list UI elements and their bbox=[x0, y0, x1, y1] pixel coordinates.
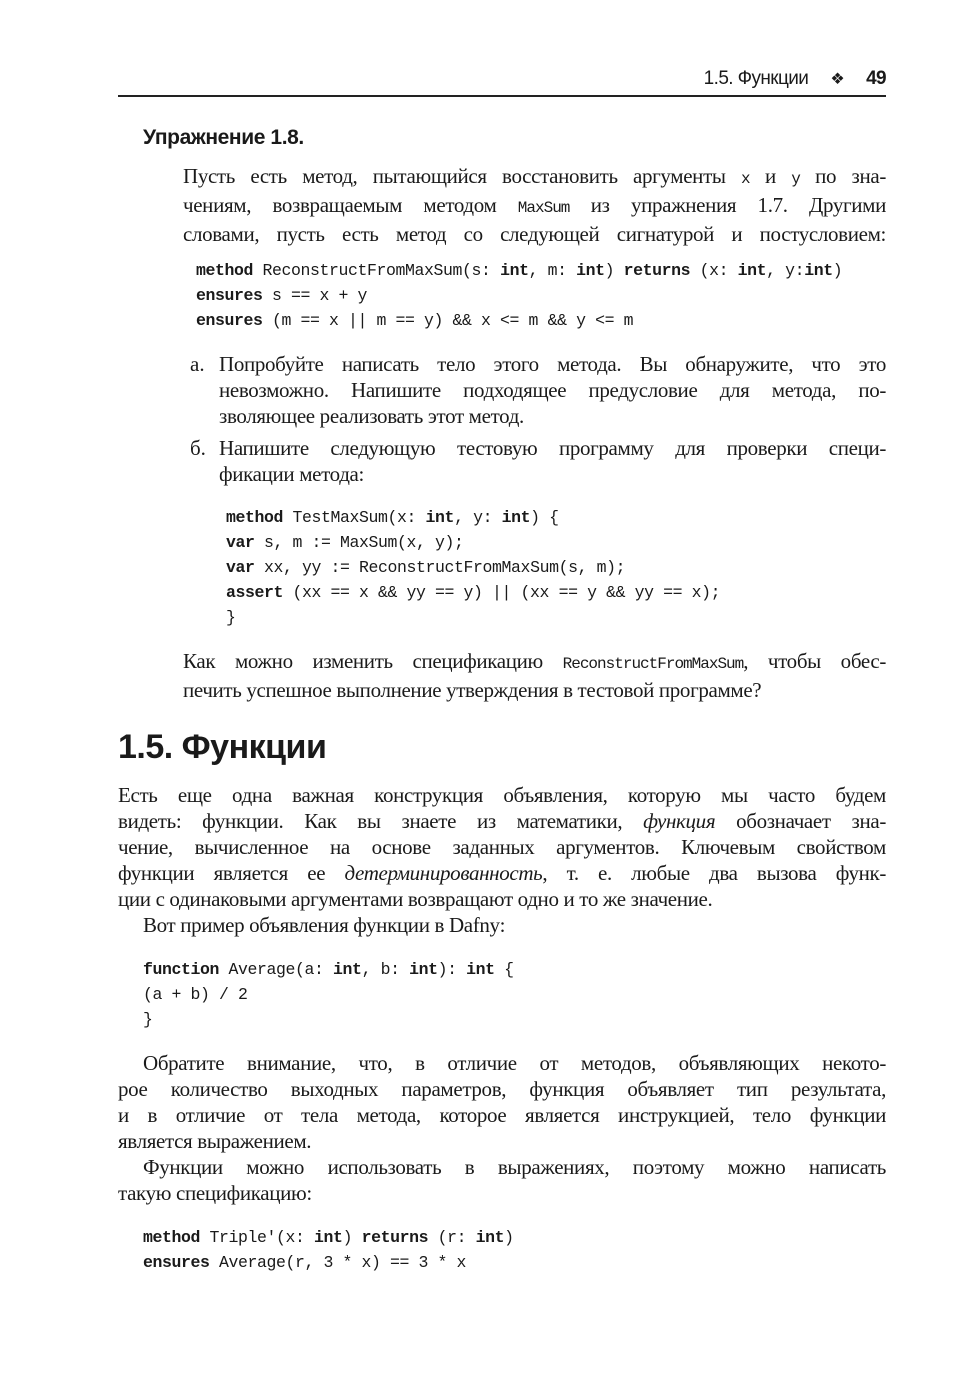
text-span: (xx == x && yy == y) || (xx == y && yy == x); bbox=[283, 583, 721, 602]
text-span: } bbox=[226, 608, 236, 627]
keyword: int bbox=[737, 261, 767, 280]
text-span: печить успешное выполнение утверждения в тестовой программе? bbox=[183, 678, 762, 702]
emphasis: функция bbox=[643, 809, 716, 833]
keyword: int bbox=[425, 508, 455, 527]
text-span: Есть еще одна важная конструкция объявления, которую мы часто будем bbox=[118, 783, 886, 807]
text-line bbox=[183, 648, 886, 677]
text-span: { bbox=[494, 960, 514, 979]
keyword: method bbox=[226, 508, 284, 527]
text-span: чение, вычисленное на основе заданных аргументов. Ключевым свойством bbox=[118, 835, 886, 859]
text-span: Average(a: bbox=[219, 960, 334, 979]
text-span: Функции можно использовать в выражениях, поэтому можно написать bbox=[143, 1155, 886, 1179]
text-span: (a + b) / 2 bbox=[143, 985, 248, 1004]
ornament-icon: ❖ bbox=[830, 71, 845, 88]
text-span: } bbox=[143, 1010, 153, 1029]
keyword: method bbox=[143, 1228, 201, 1247]
text-line bbox=[118, 886, 886, 912]
text-span: Вот пример объявления функции в Dafny: bbox=[143, 913, 506, 937]
text-line bbox=[118, 834, 886, 860]
text-span: , m: bbox=[528, 261, 577, 280]
text-line bbox=[143, 912, 886, 938]
list-marker: а. bbox=[190, 352, 205, 376]
code-line bbox=[196, 258, 842, 283]
text-span: ): bbox=[437, 960, 467, 979]
code-line bbox=[143, 1007, 514, 1032]
inline-code: x bbox=[741, 170, 750, 188]
code-line bbox=[143, 1250, 514, 1275]
text-span: функции является ее bbox=[118, 861, 345, 885]
code-block bbox=[226, 505, 720, 630]
keyword: int bbox=[804, 261, 833, 280]
text-span: невозможно. Напишите подходящее предусловие для метода, по- bbox=[219, 378, 886, 402]
text-line bbox=[219, 461, 886, 487]
text-span: Пусть есть метод, пытающийся восстановить аргументы bbox=[183, 164, 741, 188]
text-span: Average(r, 3 * x) == 3 * x bbox=[209, 1253, 467, 1272]
code-line bbox=[143, 1225, 514, 1250]
paragraph bbox=[118, 1050, 886, 1154]
text-span: Попробуйте написать тело этого метода. Вы обнаружите, что это bbox=[219, 352, 886, 376]
text-line bbox=[118, 1050, 886, 1076]
text-span: ) bbox=[504, 1228, 514, 1247]
keyword: returns bbox=[623, 261, 691, 280]
section-heading: 1.5. Функции bbox=[118, 728, 327, 766]
text-span: , y: bbox=[766, 261, 805, 280]
keyword: var bbox=[226, 533, 255, 552]
exercise-heading: Упражнение 1.8. bbox=[143, 126, 304, 149]
keyword: int bbox=[500, 261, 529, 280]
text-line bbox=[219, 377, 886, 403]
text-span: зволяющее реализовать этот метод. bbox=[219, 404, 524, 428]
text-span: (m == x || m == y) && x <= m && y <= m bbox=[262, 311, 634, 330]
text-line bbox=[183, 163, 886, 192]
header-rule bbox=[118, 95, 886, 97]
text-span: xx, yy := ReconstructFromMaxSum(s, m); bbox=[254, 558, 626, 577]
keyword: int bbox=[466, 960, 495, 979]
code-line bbox=[196, 308, 842, 333]
text-span: ции с одинаковыми аргументами возвращают одно и то же значение. bbox=[118, 887, 713, 911]
paragraph bbox=[118, 1154, 886, 1206]
code-line bbox=[226, 555, 720, 580]
text-span: , b: bbox=[361, 960, 410, 979]
code-line bbox=[143, 957, 514, 982]
exercise-question bbox=[183, 648, 886, 703]
code-line bbox=[143, 982, 514, 1007]
text-span: Triple'(x: bbox=[200, 1228, 315, 1247]
keyword: int bbox=[409, 960, 438, 979]
code-block bbox=[196, 258, 842, 333]
keyword: int bbox=[475, 1228, 505, 1247]
keyword: function bbox=[143, 960, 220, 979]
text-span: ) { bbox=[530, 508, 559, 527]
inline-code: MaxSum bbox=[517, 199, 570, 217]
text-span: TestMaxSum(x: bbox=[283, 508, 426, 527]
text-span: обозначает зна- bbox=[715, 809, 887, 833]
code-line bbox=[226, 505, 720, 530]
text-span: видеть: функции. Как вы знаете из математики, bbox=[118, 809, 644, 833]
text-span: является выражением. bbox=[118, 1129, 312, 1153]
code-block bbox=[143, 1225, 514, 1275]
keyword: int bbox=[333, 960, 362, 979]
text-span: и bbox=[749, 164, 792, 188]
text-span: Обратите внимание, что, в отличие от методов, объявляющих некото- bbox=[143, 1051, 886, 1075]
keyword: ensures bbox=[196, 286, 263, 305]
code-line bbox=[226, 530, 720, 555]
keyword: var bbox=[226, 558, 255, 577]
list-item bbox=[219, 435, 886, 487]
text-span: ) bbox=[342, 1228, 362, 1247]
keyword: assert bbox=[226, 583, 284, 602]
inline-code: y bbox=[791, 170, 800, 188]
text-line bbox=[219, 351, 886, 377]
text-span: ReconstructFromMaxSum(s: bbox=[253, 261, 501, 280]
text-span: такую спецификацию: bbox=[118, 1181, 312, 1205]
page-number: 49 bbox=[866, 68, 886, 89]
text-line bbox=[118, 1076, 886, 1102]
keyword: int bbox=[314, 1228, 343, 1247]
text-span: , т. е. любые два вызова функ- bbox=[542, 861, 886, 885]
keyword: returns bbox=[361, 1228, 429, 1247]
text-span: ) bbox=[604, 261, 624, 280]
text-line bbox=[118, 808, 886, 834]
text-span: s, m := MaxSum(x, y); bbox=[254, 533, 464, 552]
text-line bbox=[118, 1128, 886, 1154]
text-line bbox=[118, 1102, 886, 1128]
exercise-intro bbox=[183, 163, 886, 247]
text-line bbox=[118, 1180, 886, 1206]
keyword: int bbox=[501, 508, 531, 527]
code-line bbox=[226, 580, 720, 605]
keyword: ensures bbox=[143, 1253, 210, 1272]
text-span: из упражнения 1.7. Другими bbox=[569, 193, 886, 217]
text-span: словами, пусть есть метод со следующей сигнатурой и постусловием: bbox=[183, 222, 886, 246]
text-line bbox=[219, 435, 886, 461]
keyword: ensures bbox=[196, 311, 263, 330]
text-span: (r: bbox=[428, 1228, 476, 1247]
text-span: , y: bbox=[454, 508, 502, 527]
keyword: method bbox=[196, 261, 254, 280]
paragraph bbox=[118, 782, 886, 912]
text-span: и в отличие от тела метода, которое является инструкцией, тело функции bbox=[118, 1103, 886, 1127]
text-line bbox=[219, 403, 886, 429]
text-line bbox=[183, 677, 886, 703]
text-line bbox=[183, 221, 886, 247]
text-span: фикации метода: bbox=[219, 462, 365, 486]
text-span: рое количество выходных параметров, функция объявляет тип результата, bbox=[118, 1077, 886, 1101]
text-span: , чтобы обес- bbox=[743, 649, 886, 673]
text-line bbox=[118, 1154, 886, 1180]
text-span: ) bbox=[832, 261, 843, 280]
text-span: по зна- bbox=[799, 164, 886, 188]
text-span: Напишите следующую тестовую программу для проверки специ- bbox=[219, 436, 886, 460]
keyword: int bbox=[576, 261, 605, 280]
text-span: Как можно изменить спецификацию bbox=[183, 649, 563, 673]
code-line bbox=[196, 283, 842, 308]
running-header bbox=[704, 68, 886, 90]
text-span: (x: bbox=[690, 261, 738, 280]
list-marker: б. bbox=[190, 436, 206, 460]
text-span: s == x + y bbox=[262, 286, 368, 305]
list-item bbox=[219, 351, 886, 429]
running-header-section: 1.5. Функции bbox=[703, 68, 809, 89]
text-line bbox=[118, 860, 886, 886]
inline-code: ReconstructFromMaxSum bbox=[562, 655, 744, 673]
code-block bbox=[143, 957, 514, 1032]
paragraph bbox=[143, 912, 886, 938]
text-line bbox=[118, 782, 886, 808]
emphasis: детерминированность bbox=[344, 861, 543, 885]
code-line bbox=[226, 605, 720, 630]
text-span: чениям, возвращаемым методом bbox=[183, 193, 518, 217]
text-line bbox=[183, 192, 886, 221]
